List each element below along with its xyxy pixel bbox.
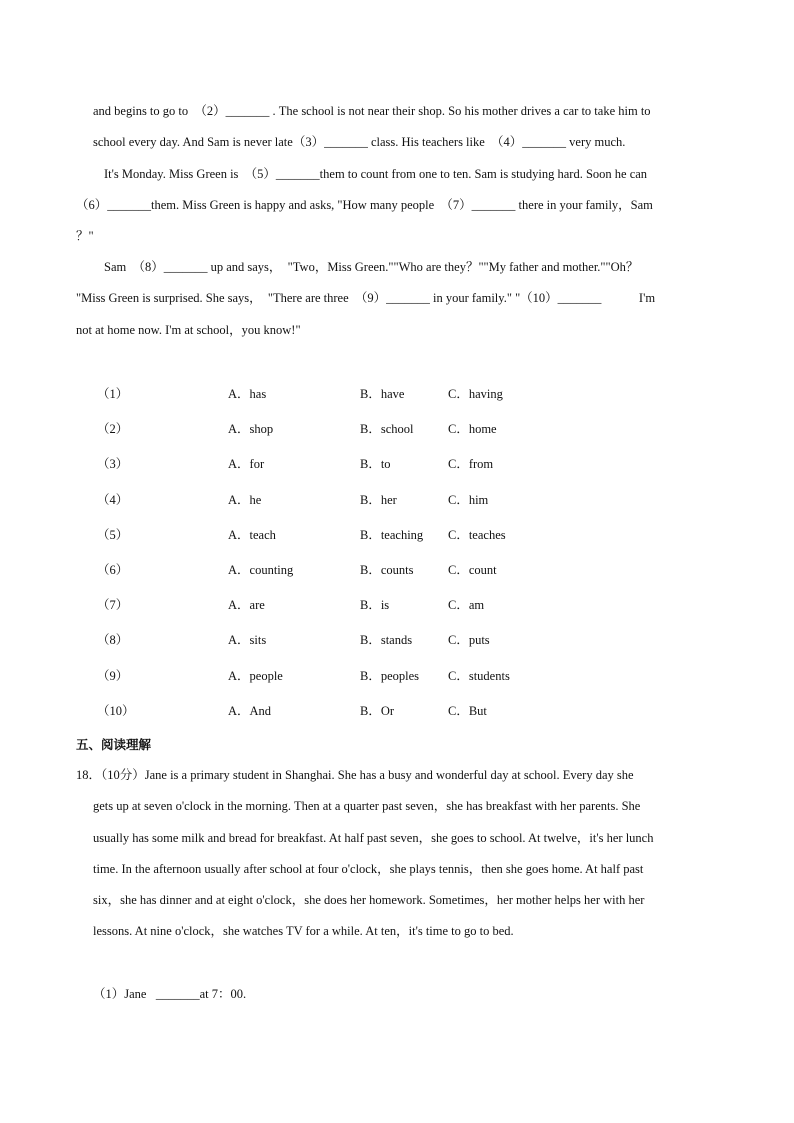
option-number: （3） [97,457,129,471]
option-c: C．home [448,422,497,436]
reading-line: 18．（10分）Jane is a primary student in Shanghai. She has a busy and wonderful day at school. Every day she [76,768,634,782]
passage-line: not at home now. I'm at school，you know!" [76,323,301,337]
option-a: A．he [228,493,262,507]
option-b: B．stands [360,633,413,647]
section-title: 五、阅读理解 [76,737,152,752]
option-number: （7） [97,598,129,612]
option-a: A．counting [228,563,294,577]
option-a: A．has [228,387,267,401]
option-number: （4） [97,493,129,507]
reading-line: gets up at seven o'clock in the morning. Then at a quarter past seven，she has breakfast with her parents. She [93,799,641,813]
option-number: （5） [97,528,129,542]
option-a: A．shop [228,422,274,436]
passage-line: Sam （8）_______ up and says， "Two，Miss Green.""Who are they？""My father and mother.""Oh？ [104,260,639,274]
option-b: B．Or [360,704,395,718]
reading-line: usually has some milk and bread for breakfast. At half past seven，she goes to school. At twelve，it's her lunch [93,831,654,845]
option-b: B．teaching [360,528,424,542]
option-b: B．to [360,457,391,471]
option-number: （6） [97,563,129,577]
option-b: B．have [360,387,405,401]
option-c: C．him [448,493,489,507]
option-b: B．counts [360,563,414,577]
option-c: C．puts [448,633,490,647]
option-c: C．But [448,704,487,718]
passage-line: （6）_______them. Miss Green is happy and asks, "How many people （7）_______ there in your family，Sam [76,198,653,212]
option-c: C．having [448,387,503,401]
option-b: B．is [360,598,390,612]
passage-line: "Miss Green is surprised. She says， "There are three （9）_______ in your family." "（10）_______ I'm [76,291,656,305]
option-number: （8） [97,633,129,647]
option-number: （2） [97,422,129,436]
reading-line: time. In the afternoon usually after school at four o'clock，she plays tennis，then she goes home. At half past [93,862,644,876]
question-1: （1）Jane _______at 7：00. [93,987,247,1001]
option-a: A．for [228,457,265,471]
option-a: A．sits [228,633,267,647]
option-a: A．are [228,598,265,612]
option-b: B．peoples [360,669,420,683]
passage-line: It's Monday. Miss Green is （5）_______them to count from one to ten. Sam is studying hard. Soon he can [104,167,648,181]
reading-line: six，she has dinner and at eight o'clock，she does her homework. Sometimes，her mother helps her with her [93,893,645,907]
passage-line: ？" [76,229,94,243]
passage-line: and begins to go to （2）_______ . The school is not near their shop. So his mother drives a car to take him to [93,104,651,118]
option-a: A．teach [228,528,276,542]
option-b: B．her [360,493,397,507]
passage-line: school every day. And Sam is never late（3）_______ class. His teachers like （4）_______ very much. [93,135,626,149]
option-c: C．from [448,457,494,471]
option-c: C．count [448,563,497,577]
reading-line: lessons. At nine o'clock，she watches TV for a while. At ten，it's time to go to bed. [93,924,514,938]
option-c: C．am [448,598,485,612]
option-number: （9） [97,669,129,683]
option-a: A．And [228,704,272,718]
option-c: C．students [448,669,510,683]
option-b: B．school [360,422,414,436]
option-c: C．teaches [448,528,506,542]
option-a: A．people [228,669,283,683]
option-number: （10） [97,704,135,718]
option-number: （1） [97,387,129,401]
